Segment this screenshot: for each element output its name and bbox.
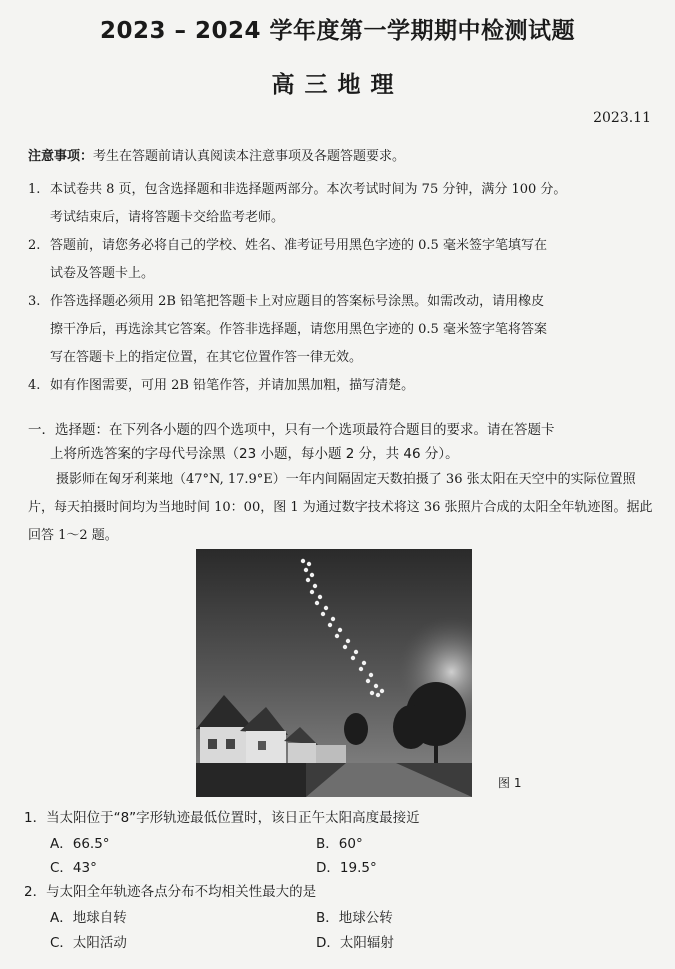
item-line: 写在答题卡上的指定位置，在其它位置作答一律无效。 <box>50 350 363 365</box>
notice-item <box>28 176 658 232</box>
item-line: 如有作图需要，可用 2B 铅笔作答，并请加黑加粗，描写清楚。 <box>50 378 415 393</box>
item-number: 3. <box>28 294 41 309</box>
option-b: B．60° <box>316 836 363 852</box>
notice-label: 注意事项： <box>28 149 94 164</box>
question-stem: 1．当太阳位于“8”字形轨迹最低位置时，该日正午太阳高度最接近 <box>24 810 420 826</box>
exam-date: 2023.11 <box>593 110 651 126</box>
question-stem: 2．与太阳全年轨迹各点分布不均相关性最大的是 <box>24 884 317 900</box>
item-line: 答题前，请您务必将自己的学校、姓名、准考证号用黑色字迹的 0.5 毫米签字笔填写在 <box>50 238 547 253</box>
notice-item <box>28 372 658 400</box>
notice-item <box>28 288 658 372</box>
item-line: 考试结束后，请将答题卡交给监考老师。 <box>50 210 285 225</box>
hedge <box>196 763 306 797</box>
item-line: 本试卷共 8 页，包含选择题和非选择题两部分。本次考试时间为 75 分钟，满分 100 分。 <box>50 182 567 197</box>
exam-title: 2023 – 2024 学年度第一学期期中检测试题 <box>99 18 576 44</box>
option-c: C．太阳活动 <box>50 935 127 951</box>
analemma-photo <box>196 549 472 797</box>
item-number: 1. <box>28 182 41 197</box>
option-a: A．66.5° <box>50 836 110 852</box>
option-a: A．地球自转 <box>50 910 127 926</box>
notice-item <box>28 232 658 288</box>
item-line: 擦干净后，再选涂其它答案。作答非选择题，请您用黑色字迹的 0.5 毫米签字笔将答案 <box>50 322 547 337</box>
section-line: 上将所选答案的字母代号涂黑（23 小题，每小题 2 分，共 46 分）。 <box>50 446 459 462</box>
figure-label: 图 1 <box>498 776 522 790</box>
option-c: C．43° <box>50 860 97 876</box>
item-number: 2. <box>28 238 41 253</box>
notice-text: 考生在答题前请认真阅读本注意事项及各题答题要求。 <box>93 149 406 164</box>
item-line: 作答选择题必须用 2B 铅笔把答题卡上对应题目的答案标号涂黑。如需改动，请用橡皮 <box>50 294 545 309</box>
notice-header <box>28 145 405 164</box>
option-d: D．太阳辐射 <box>316 935 394 951</box>
section-line: 一．选择题：在下列各小题的四个选项中，只有一个选项最符合题目的要求。请在答题卡 <box>28 422 555 438</box>
section-heading <box>28 418 658 466</box>
option-b: B．地球公转 <box>316 910 393 926</box>
option-d: D．19.5° <box>316 860 377 876</box>
subject-title: 高三地理 <box>271 72 404 98</box>
item-line: 试卷及答题卡上。 <box>50 266 155 281</box>
item-number: 4. <box>28 378 41 393</box>
passage-text: 摄影师在匈牙利莱地（47°N, 17.9°E）一年内间隔固定天数拍摄了 36 张太阳在天空中的实际位置照片，每天拍摄时间均为当地时间 10：00，图 1 为通过数字技术将这 36 张照片合成的太阳全年轨迹图。据此回答 1～2 题。 <box>28 472 653 543</box>
